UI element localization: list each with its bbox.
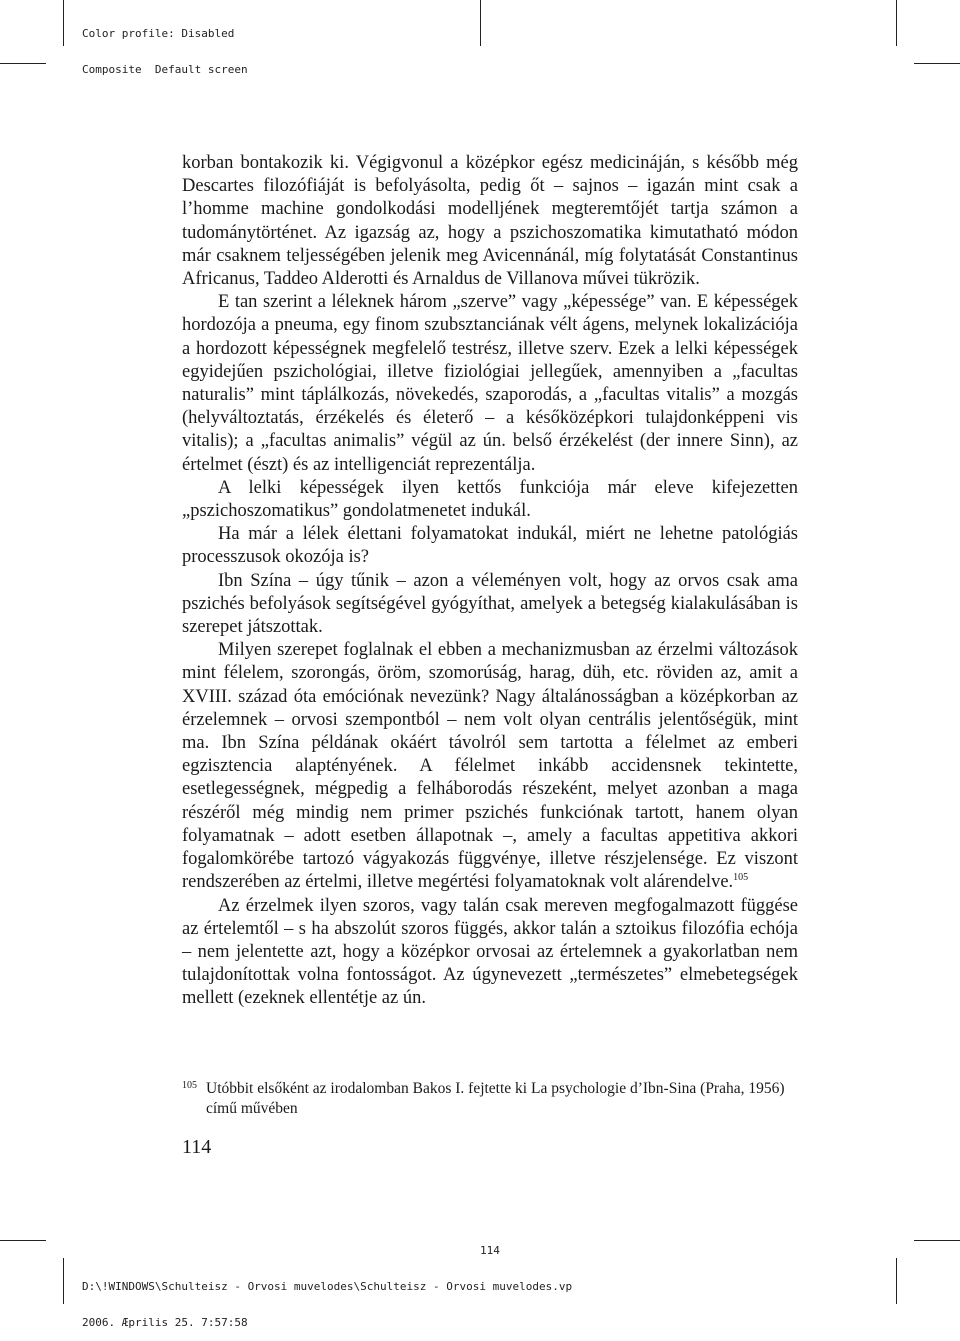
footnote (182, 1079, 798, 1119)
paragraph: E tan szerint a léleknek három „szerve” vagy „képessége” van. E képességek hordozója a pneuma, egy finom szubsztanciának vélt ágens, melynek lokalizációja a hordozott képességnek megfelelő testrész, illetve szerv. Ezek a lelki képességek egyidejűen pszichológiai, illetve fiziológiai jellegűek, amennyiben a „facultas naturalis” mint táplálkozás, növekedés, szaporodás, a „facultas vitalis” a mozgás (helyváltoztatás, érzékelés és életerő – a későközépkori tulajdonképpeni vis vitalis); a „facultas animalis” végül az ún. belső érzékelést (der innere Sinn), az értelmet (észt) és az intelligenciát reprezentálja. (182, 292, 798, 475)
print-timestamp: 2006. Æprilis 25. 7:57:58 (82, 1316, 248, 1329)
paragraph: Ibn Szína – úgy tűnik – azon a véleményen volt, hogy az orvos csak ama pszichés befolyások segítségével gyógyíthat, amelyek a betegség kialakulásában is szerepet játszottak. (182, 570, 798, 638)
paragraph: A lelki képességek ilyen kettős funkciója már eleve kifejezetten „pszichoszomatikus” gondolatmenetet indukál. (182, 477, 798, 522)
paragraph (182, 639, 798, 894)
paragraph: Az érzelmek ilyen szoros, vagy talán csak mereven megfogalmazott függése az értelemtől – s ha abszolút szoros függés, akkor talán a sztoikus filozófia echója – nem jelentette azt, hogy a középkor orvosai az értelemnek a gyakorlatban nem tulajdonítottak volna fontosságot. Az úgynevezett „természetes” elmebetegségek mellett (ezeknek ellentétje az ún. (182, 895, 798, 1009)
crop-mark-top-right-h (914, 63, 960, 64)
crop-mark-bottom-right-h (914, 1240, 960, 1241)
color-profile-line: Color profile: Disabled (82, 27, 235, 40)
footnote-number: 105 (182, 1080, 197, 1091)
crop-mark-top-left-h (0, 63, 46, 64)
composite-line: Composite Default screen (82, 63, 248, 76)
body-text (182, 152, 798, 1011)
page-number: 114 (182, 1136, 212, 1158)
crop-mark-top-right-v (896, 0, 897, 46)
footer-page-number: 114 (480, 1244, 500, 1257)
print-footer (82, 1257, 572, 1341)
crop-mark-top-left-v (63, 0, 64, 46)
footnote-reference[interactable]: 105 (733, 872, 749, 884)
file-path: D:\!WINDOWS\Schulteisz - Orvosi muvelodes\Schulteisz - Orvosi muvelodes.vp (82, 1280, 573, 1293)
paragraph-text: Milyen szerepet foglalnak el ebben a mechanizmusban az érzelmi változások mint félelem, szorongás, öröm, szomorúság, harag, düh, etc. röviden az, amit a XVIII. század óta emóciónak nevezünk? Nagy általánosságban a középkorban az érzelemnek – orvosi szempontból – nem volt olyan centrális jelentőségük, mint ma. Ibn Szína példának okáért távolról sem tartotta a félelmet az emberi egzisztencia alaptényének. A félelmet inkább accidensnek tekintette, esetlegességnek, mégpedig a felháborodás részeként, melyet azonban a maga részéről még mindig nem primer pszichés funkciónak tartott, hanem olyan folyamatnak – adott esetben állapotnak –, amely a facultas appetitiva akkori fogalomkörébe tartozó vágyakozás függvénye, illetve részjelensége. Ez viszont rendszerében az értelmi, illetve megértési folyamatoknak volt alárendelve. (182, 640, 798, 893)
crop-mark-top-center (480, 0, 481, 46)
crop-mark-bottom-right-v (896, 1258, 897, 1304)
paragraph: Ha már a lélek élettani folyamatokat indukál, miért ne lehetne patológiás processzusok okozója is? (182, 524, 798, 568)
crop-mark-bottom-left-v (63, 1258, 64, 1304)
footnote-text: Utóbbit elsőként az irodalomban Bakos I. fejtette ki La psychologie d’Ibn-Sina (Praha, 1956) című művében (206, 1080, 785, 1117)
crop-mark-bottom-left-h (0, 1240, 46, 1241)
paragraph: korban bontakozik ki. Végigvonul a középkor egész medicináján, s később még Descartes filozófiáját is befolyásolta, pedig őt – sajnos – igazán mint csak a l’homme machine gondolkodási modelljének megteremtőjét tartja számon a tudománytörténet. Az igazság az, hogy a pszichoszomatika kimutatható módon már csaknem teljességében jelenik meg Avicennánál, míg folytatását Constantinus Africanus, Taddeo Alderotti és Arnaldus de Villanova művei tükrözik. (182, 153, 798, 290)
print-header (82, 4, 248, 88)
